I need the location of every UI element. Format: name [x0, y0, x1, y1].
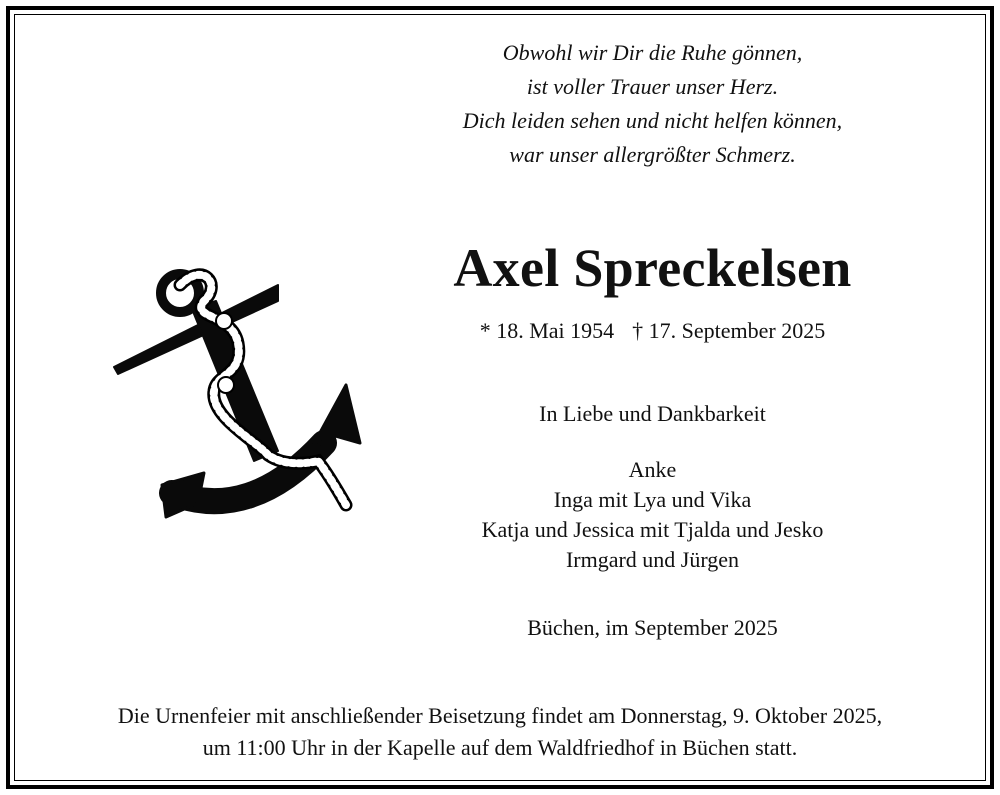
- mourners-list: [400, 455, 905, 575]
- life-dates: [400, 316, 905, 346]
- poem: [400, 36, 905, 172]
- funeral-notice: [30, 700, 970, 764]
- death-date: † 17. September 2025: [632, 318, 826, 343]
- poem-line: war unser allergrößter Schmerz.: [509, 142, 796, 167]
- funeral-line: um 11:00 Uhr in der Kapelle auf dem Waldfriedhof in Büchen statt.: [202, 735, 798, 760]
- poem-line: ist voller Trauer unser Herz.: [526, 74, 779, 99]
- mourner-entry: Inga mit Lya und Vika: [553, 487, 752, 512]
- funeral-line: Die Urnenfeier mit anschließender Beisetzung findet am Donnerstag, 9. Oktober 2025,: [117, 703, 883, 728]
- poem-line: Obwohl wir Dir die Ruhe gönnen,: [502, 40, 803, 65]
- place-and-date: Büchen, im September 2025: [527, 615, 778, 640]
- mourner-entry: Katja und Jessica mit Tjalda und Jesko: [481, 517, 824, 542]
- birth-date: * 18. Mai 1954: [479, 318, 615, 343]
- mourner-entry: Irmgard und Jürgen: [565, 547, 740, 572]
- poem-line: Dich leiden sehen und nicht helfen können,: [462, 108, 843, 133]
- anchor-with-rope-icon: [100, 255, 375, 520]
- mourner-entry: Anke: [628, 457, 677, 482]
- dedication-text: In Liebe und Dankbarkeit: [539, 401, 766, 426]
- deceased-name: Axel Spreckelsen: [453, 238, 852, 298]
